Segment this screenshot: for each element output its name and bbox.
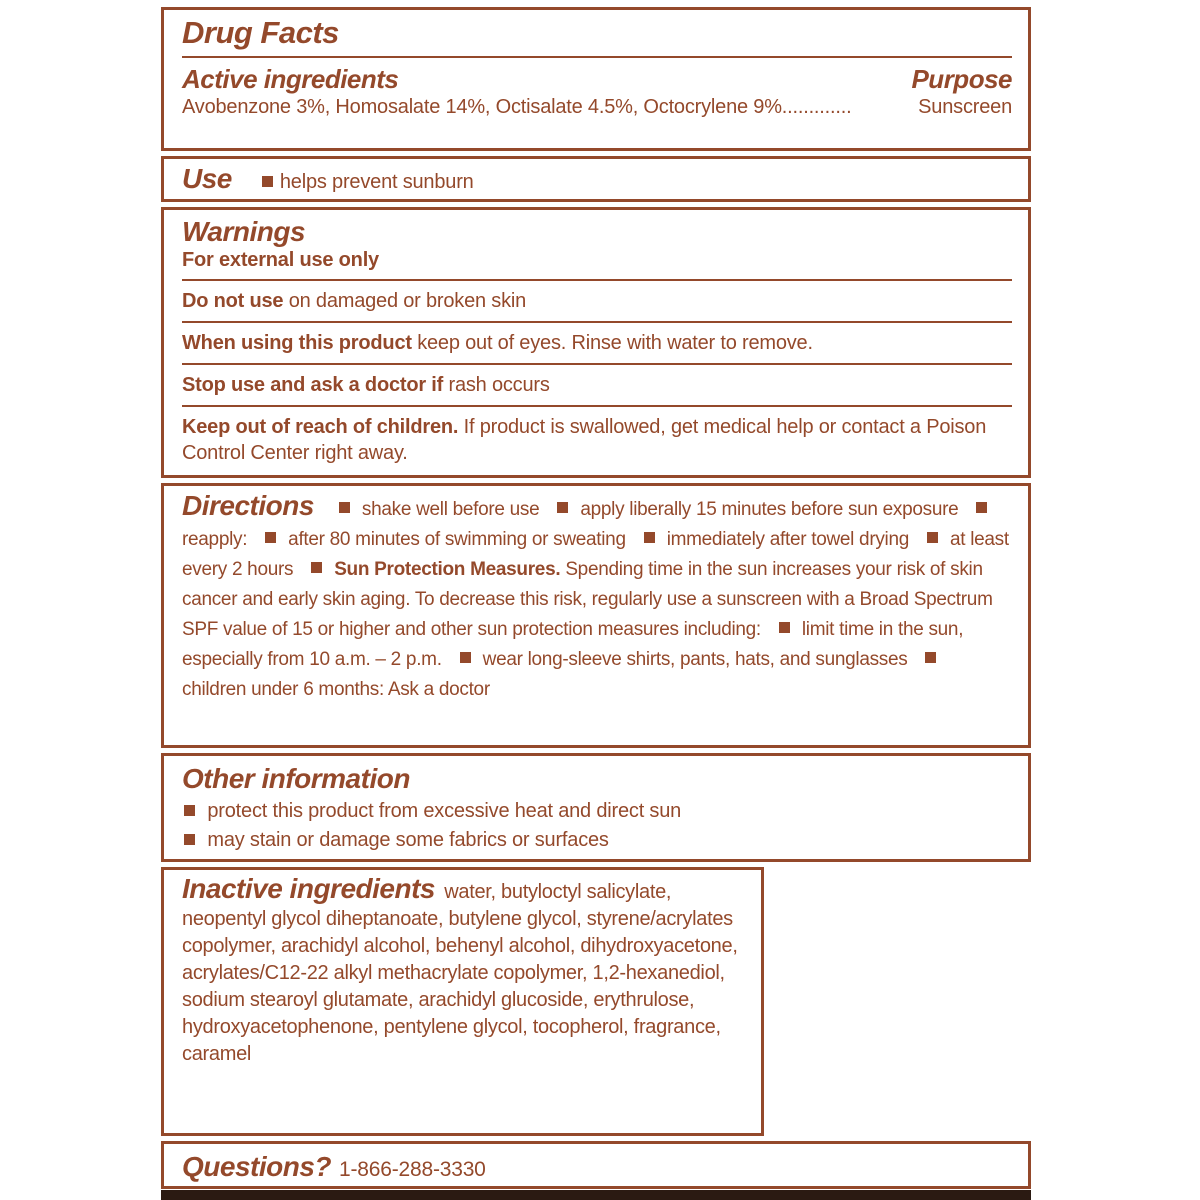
- warning-lead: Stop use and ask a doctor if: [182, 374, 444, 396]
- section-inactive-ingredients: [161, 867, 764, 1136]
- label-bottom-edge-bar: [161, 1190, 1031, 1200]
- divider: [182, 405, 1012, 407]
- divider: [182, 363, 1012, 365]
- title-divider: [182, 56, 1012, 58]
- warnings-heading: Warnings: [182, 216, 306, 247]
- warning-text: If product is swallowed, get medical help or contact a Poison Control Center right away.: [182, 416, 987, 464]
- section-active-ingredients: [161, 7, 1031, 151]
- warning-item: [182, 372, 1012, 398]
- square-bullet-icon: [925, 652, 936, 663]
- warning-item: [182, 288, 1012, 314]
- square-bullet-icon: [262, 176, 273, 187]
- square-bullet-icon: [644, 532, 655, 543]
- directions-bullet-text: at least every 2 hours: [182, 529, 1009, 580]
- directions-bullet-text: wear long-sleeve shirts, pants, hats, and sunglasses: [482, 649, 908, 670]
- inactive-ingredients-heading: Inactive ingredients: [182, 873, 435, 904]
- directions-bullet-text: after 80 minutes of swimming or sweating: [288, 529, 626, 550]
- active-ingredients-value: Avobenzone 3%, Homosalate 14%, Octisalate 4.5%, Octocrylene 9%: [182, 96, 782, 118]
- use-row: [182, 162, 1012, 196]
- section-use: [161, 156, 1031, 202]
- section-other-information: [161, 753, 1031, 862]
- other-information-item: [182, 797, 1012, 826]
- questions-row: [182, 1149, 1012, 1185]
- square-bullet-icon: [339, 502, 350, 513]
- directions-bullet-text: children under 6 months: Ask a doctor: [182, 679, 490, 700]
- directions-bullet-text: limit time in the sun, especially from 10 a.m. – 2 p.m.: [182, 619, 964, 670]
- questions-phone-number: 1-866-288-3330: [339, 1158, 486, 1181]
- section-warnings: [161, 207, 1031, 478]
- warning-item: [182, 330, 1012, 356]
- directions-bullet-text: reapply:: [182, 529, 248, 550]
- active-ingredients-line: [182, 94, 1012, 121]
- square-bullet-icon: [976, 502, 987, 513]
- directions-bullet-text: shake well before use: [361, 499, 540, 520]
- square-bullet-icon: [557, 502, 568, 513]
- inactive-ingredients-paragraph: [182, 875, 745, 1068]
- other-information-item: [182, 826, 1012, 855]
- square-bullet-icon: [184, 834, 195, 845]
- purpose-value: Sunscreen: [918, 96, 1012, 118]
- directions-bullet-text: immediately after towel drying: [666, 529, 910, 550]
- section-questions: [161, 1141, 1031, 1189]
- warning-text: rash occurs: [448, 374, 550, 396]
- warnings-external-use: For external use only: [182, 249, 379, 271]
- drug-facts-title: Drug Facts: [182, 15, 339, 50]
- section-directions: [161, 483, 1031, 748]
- active-ingredients-header-row: [182, 64, 1012, 94]
- square-bullet-icon: [779, 622, 790, 633]
- questions-heading: Questions?: [182, 1151, 332, 1182]
- divider: [182, 279, 1012, 281]
- square-bullet-icon: [184, 805, 195, 816]
- warning-text: keep out of eyes. Rinse with water to remove.: [417, 332, 813, 354]
- other-information-text: protect this product from excessive heat and direct sun: [207, 800, 682, 822]
- warning-lead: Do not use: [182, 290, 284, 312]
- sun-protection-lead: Sun Protection Measures.: [334, 559, 561, 580]
- square-bullet-icon: [460, 652, 471, 663]
- directions-heading: Directions: [182, 490, 314, 521]
- warning-item: [182, 414, 1012, 466]
- active-ingredients-heading: Active ingredients: [182, 64, 399, 94]
- use-heading: Use: [182, 163, 232, 194]
- divider: [182, 321, 1012, 323]
- warning-text: on damaged or broken skin: [288, 290, 527, 312]
- sun-protection-text: Spending time in the sun increases your risk of skin cancer and early skin aging. To decrease this risk, regularly use a sunscreen with a Broad Spectrum SPF value of 15 or higher and other sun protection measures including:: [182, 559, 993, 640]
- inactive-ingredients-text: water, butyloctyl salicylate, neopentyl glycol diheptanoate, butylene glycol, styrene/acrylates copolymer, arachidyl alcohol, behenyl alcohol, dihydroxyacetone, acrylates/C12-22 alkyl methacrylate copolymer, 1,2-hexanediol, sodium stearoyl glutamate, arachidyl glucoside, erythrulose, hydroxyacetophenone, pentylene glycol, tocopherol, fragrance, caramel: [182, 881, 738, 1065]
- square-bullet-icon: [927, 532, 938, 543]
- use-text: helps prevent sunburn: [279, 171, 474, 193]
- purpose-heading: Purpose: [911, 64, 1012, 94]
- square-bullet-icon: [311, 562, 322, 573]
- warning-lead: When using this product: [182, 332, 412, 354]
- other-information-heading: Other information: [182, 763, 410, 794]
- directions-bullet-text: apply liberally 15 minutes before sun exposure: [580, 499, 959, 520]
- square-bullet-icon: [265, 532, 276, 543]
- warning-lead: Keep out of reach of children.: [182, 416, 459, 438]
- other-information-text: may stain or damage some fabrics or surfaces: [207, 829, 609, 851]
- dot-leader: .............: [781, 96, 852, 118]
- drug-facts-label: [161, 7, 1031, 1189]
- directions-paragraph: [182, 491, 1012, 705]
